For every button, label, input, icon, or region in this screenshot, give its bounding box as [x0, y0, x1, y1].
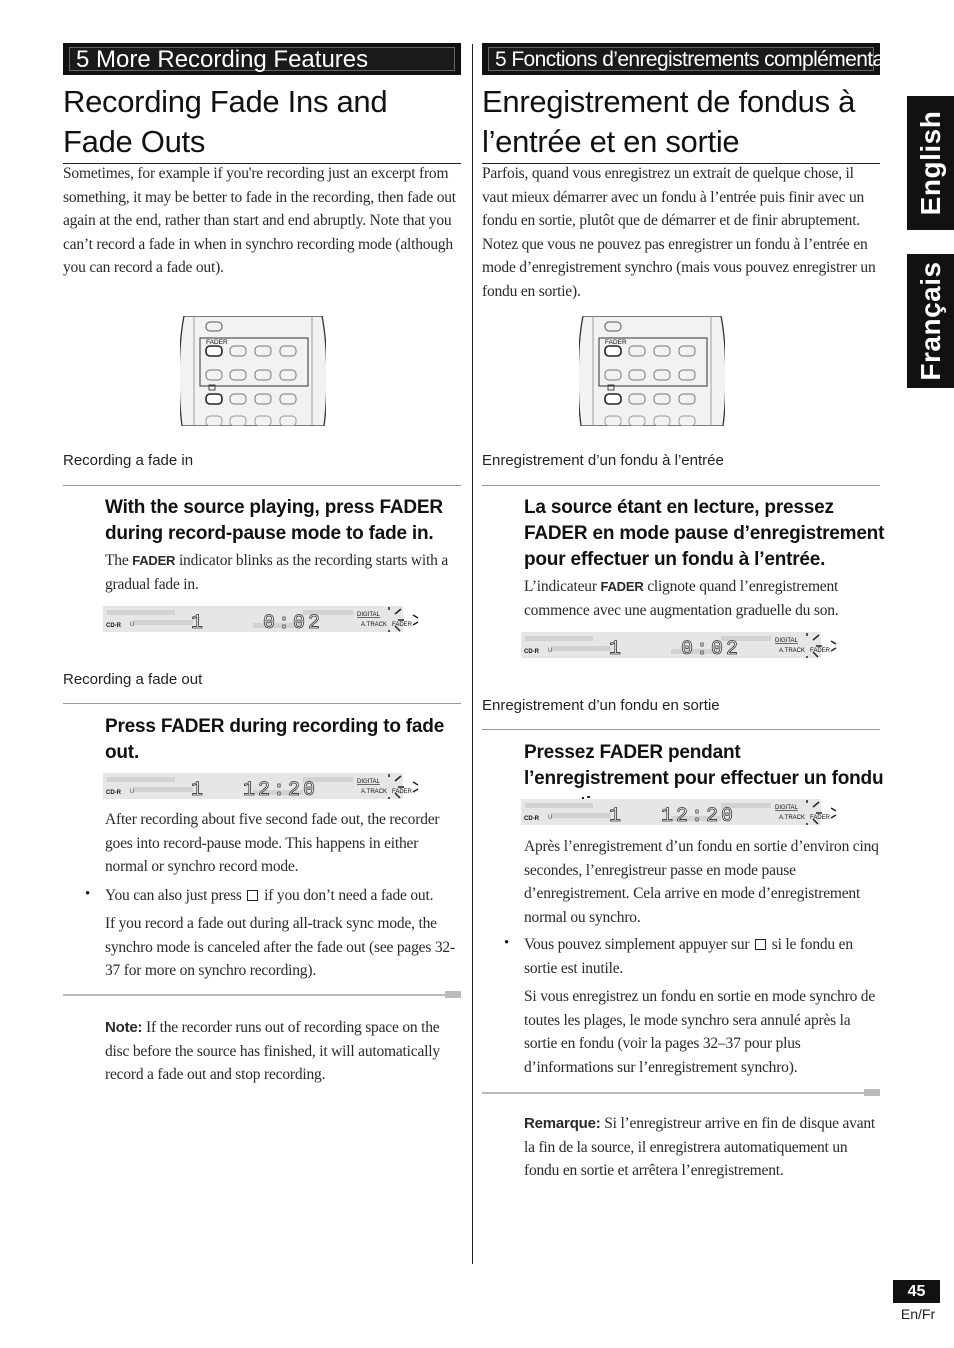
svg-text:1: 1 [191, 612, 204, 632]
remote-illustration [579, 316, 725, 426]
svg-text:0:02: 0:02 [681, 638, 742, 658]
svg-text:A.TRACK: A.TRACK [779, 648, 806, 654]
sync-note: Si vous enregistrez un fondu en sortie en mode synchro de toutes les plages, le mode synchro sera annulé après la sortie en fondu (voir la pages 32–37 pour plus d’informations sur l’enregistrement synchro). [524, 988, 876, 1076]
page-title [63, 82, 461, 164]
sync-note: If you record a fade out during all-track sync mode, the synchro mode is canceled after the fade out (see pages 32-37 for more on synchro recording). [105, 915, 455, 979]
svg-text:A.TRACK: A.TRACK [779, 815, 806, 821]
svg-text:CD-R: CD-R [106, 790, 121, 796]
fadeout-description: Après l’enregistrement d’un fondu en sortie d’environ cinq secondes, l’enregistreur passe en mode pause d’enregistrement. Cela arrive en mode d’enregistrement normal ou synchro. [524, 838, 879, 926]
svg-text:CD-R: CD-R [524, 649, 539, 655]
fadein-label: Enregistrement d’un fondu à l’entrée [482, 452, 724, 469]
svg-text:U: U [130, 622, 135, 628]
stop-icon [755, 939, 766, 950]
section-band [63, 43, 461, 75]
page-language: En/Fr [900, 1306, 936, 1322]
fadeout-label: Enregistrement d’un fondu en sortie [482, 697, 720, 714]
fadein-display [521, 632, 841, 658]
note: Remarque: Si l’enregistreur arrive en fin de disque avant la fin de la source, il enregistrera automatiquement un fondu en sortie et arrêtera l’enregistrement. [524, 1115, 876, 1179]
title-line-1: Recording Fade Ins and [63, 84, 388, 119]
fadein-description: L’indicateur FADER clignote quand l’enregistrement commence avec une augmentation graduelle du son. [524, 578, 839, 619]
section-band-text: 5 More Recording Features [69, 47, 455, 71]
title-line-2: l’entrée et en sortie [482, 124, 740, 159]
svg-text:FADER: FADER [810, 815, 831, 821]
remote-fader-label: FADER [605, 339, 627, 346]
intro-paragraph: Sometimes, for example if you're recording just an excerpt from something, it may be better to fade in the recording, then fade out again at the end, rather than start and end abruptly. Note that you can’t record a fade in when in synchro recording mode (although you can record a fade out). [63, 165, 456, 276]
end-rule [63, 991, 461, 998]
svg-text:U: U [548, 648, 553, 654]
svg-text:A.TRACK: A.TRACK [361, 622, 388, 628]
divider [482, 485, 880, 486]
svg-text:CD-R: CD-R [106, 623, 121, 629]
svg-text:DIGITAL: DIGITAL [775, 638, 798, 644]
svg-text:A.TRACK: A.TRACK [361, 789, 388, 795]
note: Note: If the recorder runs out of recording space on the disc before the source has finished, it will automatically record a fade out and stop recording. [105, 1019, 440, 1083]
tab-english[interactable]: English [907, 96, 954, 230]
fadeout-display [103, 773, 423, 799]
svg-text:FADER: FADER [392, 789, 413, 795]
remote-fader-label: FADER [206, 339, 228, 346]
svg-text:U: U [548, 815, 553, 821]
end-rule [482, 1089, 880, 1096]
divider [63, 485, 461, 486]
fader-key: FADER [132, 553, 176, 568]
svg-text:FADER: FADER [392, 622, 413, 628]
column-divider [472, 44, 473, 1264]
svg-text:CD-R: CD-R [524, 816, 539, 822]
svg-text:1: 1 [609, 805, 622, 825]
svg-text:0:02: 0:02 [263, 612, 324, 632]
section-band-text: 5 Fonctions d’enregistrements complémentaires [488, 47, 874, 71]
stop-icon [247, 890, 258, 901]
note-label: Note: [105, 1019, 143, 1036]
svg-text:12:20: 12:20 [661, 805, 737, 825]
svg-text:1: 1 [191, 779, 204, 799]
bullet-dot: • [85, 886, 91, 902]
intro-paragraph: Parfois, quand vous enregistrez un extrait de quelque chose, il vaut mieux démarrer avec un fondu à l’entrée puis finir avec un fondu en sortie, plutôt que de démarrer et de finir abruptement. Notez que vous ne pouvez pas enregistrer un fondu à l’entrée en mode d’enregistrement synchro (mais vous pouvez enregistrer un fondu en sortie). [482, 165, 876, 300]
divider [63, 703, 461, 704]
note-label: Remarque: [524, 1115, 601, 1132]
page-number: 45 [893, 1280, 940, 1303]
fadeout-display [521, 799, 841, 825]
fadeout-label: Recording a fade out [63, 671, 203, 688]
svg-text:1: 1 [609, 638, 622, 658]
tab-francais[interactable]: Français [907, 254, 954, 388]
svg-text:DIGITAL: DIGITAL [775, 805, 798, 811]
divider [482, 729, 880, 730]
bullet-dot: • [504, 935, 510, 951]
section-band [482, 43, 916, 75]
remote-illustration [180, 316, 326, 426]
title-line-1: Enregistrement de fondus à [482, 84, 856, 119]
stop-bullet: You can also just press if you don’t need a fade out. [105, 887, 434, 904]
svg-text:12:20: 12:20 [243, 779, 319, 799]
fadeout-step-heading: Pressez FADER pendant l’enregistrement pour effectuer un fondu [524, 742, 884, 789]
fadeout-description: After recording about five second fade out, the recorder goes into record-pause mode. This happens in either normal or synchro record mode. [105, 811, 440, 875]
svg-text:U: U [130, 789, 135, 795]
fadeout-step-heading: Press FADER during recording to fade out. [105, 716, 445, 763]
fader-key: FADER [600, 579, 644, 594]
svg-text:DIGITAL: DIGITAL [357, 779, 380, 785]
fadein-step-heading: La source étant en lecture, pressez FADER en mode pause d’enregistrement pour effectuer un fondu à l’entrée. [524, 497, 885, 570]
fadein-step-heading: With the source playing, press FADER during record-pause mode to fade in. [105, 497, 443, 544]
fadein-display [103, 606, 423, 632]
title-line-2: Fade Outs [63, 124, 206, 159]
svg-text:FADER: FADER [810, 648, 831, 654]
fadein-description: The FADER indicator blinks as the recording starts with a gradual fade in. [105, 552, 449, 593]
svg-text:DIGITAL: DIGITAL [357, 612, 380, 618]
stop-bullet: Vous pouvez simplement appuyer sur si le fondu en sortie est inutile. [524, 936, 853, 977]
page-title [482, 82, 880, 164]
fadein-label: Recording a fade in [63, 452, 194, 469]
